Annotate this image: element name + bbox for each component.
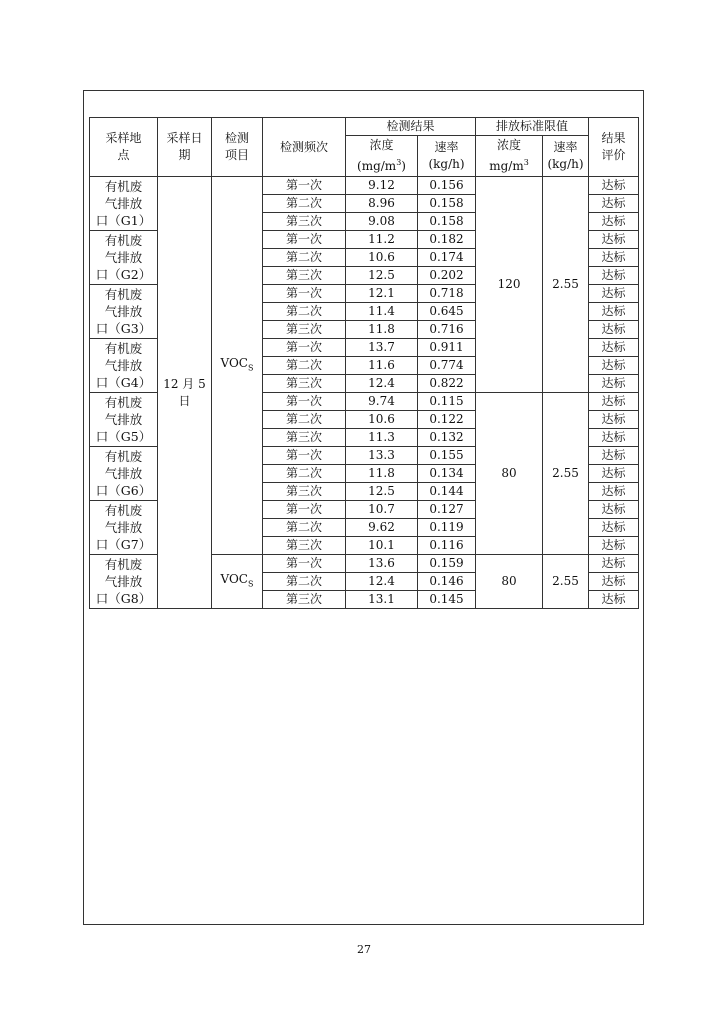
concentration-cell: 8.96 (346, 195, 418, 213)
sampling-site: 有机废 气排放 口（G1） (90, 177, 158, 231)
rate-cell: 0.146 (418, 573, 476, 591)
rate-cell: 0.122 (418, 411, 476, 429)
evaluation-cell: 达标 (589, 465, 639, 483)
page-number: 27 (357, 943, 371, 956)
limit-concentration: 120 (476, 177, 543, 393)
sampling-site: 有机废 气排放 口（G5） (90, 393, 158, 447)
concentration-cell: 13.1 (346, 591, 418, 609)
table-row (90, 177, 639, 195)
concentration-cell: 9.74 (346, 393, 418, 411)
rate-cell: 0.645 (418, 303, 476, 321)
concentration-cell: 12.4 (346, 375, 418, 393)
frequency-cell: 第一次 (263, 285, 346, 303)
evaluation-cell: 达标 (589, 519, 639, 537)
sampling-site: 有机废 气排放 口（G6） (90, 447, 158, 501)
evaluation-cell: 达标 (589, 285, 639, 303)
sampling-site: 有机废 气排放 口（G4） (90, 339, 158, 393)
rate-cell: 0.132 (418, 429, 476, 447)
concentration-cell: 13.7 (346, 339, 418, 357)
concentration-cell: 9.08 (346, 213, 418, 231)
rate-cell: 0.158 (418, 195, 476, 213)
rate-cell: 0.144 (418, 483, 476, 501)
concentration-cell: 11.8 (346, 321, 418, 339)
rate-cell: 0.182 (418, 231, 476, 249)
evaluation-cell: 达标 (589, 501, 639, 519)
header-evaluation: 结果 评价 (589, 118, 639, 177)
rate-cell: 0.145 (418, 591, 476, 609)
concentration-cell: 9.62 (346, 519, 418, 537)
evaluation-cell: 达标 (589, 303, 639, 321)
rate-cell: 0.158 (418, 213, 476, 231)
frequency-cell: 第二次 (263, 519, 346, 537)
frequency-cell: 第三次 (263, 213, 346, 231)
evaluation-cell: 达标 (589, 249, 639, 267)
limit-rate: 2.55 (543, 177, 589, 393)
frequency-cell: 第二次 (263, 411, 346, 429)
evaluation-cell: 达标 (589, 483, 639, 501)
frequency-cell: 第三次 (263, 267, 346, 285)
concentration-cell: 12.1 (346, 285, 418, 303)
concentration-cell: 10.6 (346, 411, 418, 429)
evaluation-cell: 达标 (589, 177, 639, 195)
frequency-cell: 第三次 (263, 375, 346, 393)
header-limit-rate: 速率 (kg/h) (543, 136, 589, 177)
header-frequency: 检测频次 (263, 118, 346, 177)
rate-cell: 0.159 (418, 555, 476, 573)
header-sampling-site: 采样地 点 (90, 118, 158, 177)
concentration-cell: 13.6 (346, 555, 418, 573)
header-test-item: 检测 项目 (212, 118, 263, 177)
sampling-site: 有机废 气排放 口（G3） (90, 285, 158, 339)
limit-rate: 2.55 (543, 555, 589, 609)
rate-cell: 0.774 (418, 357, 476, 375)
evaluation-cell: 达标 (589, 537, 639, 555)
frequency-cell: 第一次 (263, 177, 346, 195)
rate-cell: 0.155 (418, 447, 476, 465)
evaluation-cell: 达标 (589, 213, 639, 231)
header-sampling-date: 采样日 期 (158, 118, 212, 177)
test-item-vocs-g8: $VOC_S$ (212, 555, 263, 609)
frequency-cell: 第三次 (263, 591, 346, 609)
rate-cell: 0.822 (418, 375, 476, 393)
evaluation-cell: 达标 (589, 573, 639, 591)
concentration-cell: 12.5 (346, 483, 418, 501)
evaluation-cell: 达标 (589, 447, 639, 465)
evaluation-cell: 达标 (589, 321, 639, 339)
header-concentration: 浓度 $(mg/m^3)$ (346, 136, 418, 177)
test-item-vocs: $VOC_S$ (212, 177, 263, 555)
rate-cell: 0.134 (418, 465, 476, 483)
rate-cell: 0.115 (418, 393, 476, 411)
concentration-cell: 11.2 (346, 231, 418, 249)
evaluation-cell: 达标 (589, 357, 639, 375)
frequency-cell: 第三次 (263, 537, 346, 555)
concentration-cell: 11.8 (346, 465, 418, 483)
frequency-cell: 第一次 (263, 339, 346, 357)
evaluation-cell: 达标 (589, 555, 639, 573)
evaluation-cell: 达标 (589, 411, 639, 429)
frequency-cell: 第三次 (263, 483, 346, 501)
evaluation-cell: 达标 (589, 231, 639, 249)
concentration-cell: 10.1 (346, 537, 418, 555)
frequency-cell: 第二次 (263, 303, 346, 321)
rate-cell: 0.716 (418, 321, 476, 339)
evaluation-cell: 达标 (589, 375, 639, 393)
rate-cell: 0.127 (418, 501, 476, 519)
frequency-cell: 第一次 (263, 231, 346, 249)
sampling-site: 有机废 气排放 口（G8） (90, 555, 158, 609)
frequency-cell: 第三次 (263, 321, 346, 339)
monitoring-table (89, 117, 639, 609)
rate-cell: 0.156 (418, 177, 476, 195)
header-limit-concentration: 浓度 $mg/m^3$ (476, 136, 543, 177)
frequency-cell: 第一次 (263, 501, 346, 519)
rate-cell: 0.119 (418, 519, 476, 537)
concentration-cell: 9.12 (346, 177, 418, 195)
evaluation-cell: 达标 (589, 195, 639, 213)
header-standard-limits: 排放标准限值 (476, 118, 589, 136)
evaluation-cell: 达标 (589, 393, 639, 411)
concentration-cell: 12.4 (346, 573, 418, 591)
limit-concentration: 80 (476, 393, 543, 555)
rate-cell: 0.116 (418, 537, 476, 555)
concentration-cell: 13.3 (346, 447, 418, 465)
frequency-cell: 第一次 (263, 447, 346, 465)
concentration-cell: 10.6 (346, 249, 418, 267)
concentration-cell: 11.3 (346, 429, 418, 447)
rate-cell: 0.911 (418, 339, 476, 357)
evaluation-cell: 达标 (589, 339, 639, 357)
concentration-cell: 11.4 (346, 303, 418, 321)
rate-cell: 0.718 (418, 285, 476, 303)
rate-cell: 0.202 (418, 267, 476, 285)
concentration-cell: 11.6 (346, 357, 418, 375)
rate-cell: 0.174 (418, 249, 476, 267)
concentration-cell: 12.5 (346, 267, 418, 285)
limit-rate: 2.55 (543, 393, 589, 555)
limit-concentration: 80 (476, 555, 543, 609)
frequency-cell: 第一次 (263, 393, 346, 411)
concentration-cell: 10.7 (346, 501, 418, 519)
sampling-site: 有机废 气排放 口（G7） (90, 501, 158, 555)
frequency-cell: 第二次 (263, 465, 346, 483)
evaluation-cell: 达标 (589, 267, 639, 285)
frequency-cell: 第二次 (263, 249, 346, 267)
header-test-results: 检测结果 (346, 118, 476, 136)
sampling-date: 12 月 5 日 (158, 177, 212, 609)
sampling-site: 有机废 气排放 口（G2） (90, 231, 158, 285)
frequency-cell: 第二次 (263, 573, 346, 591)
evaluation-cell: 达标 (589, 591, 639, 609)
evaluation-cell: 达标 (589, 429, 639, 447)
frequency-cell: 第二次 (263, 357, 346, 375)
frequency-cell: 第二次 (263, 195, 346, 213)
frequency-cell: 第一次 (263, 555, 346, 573)
header-rate: 速率 (kg/h) (418, 136, 476, 177)
frequency-cell: 第三次 (263, 429, 346, 447)
